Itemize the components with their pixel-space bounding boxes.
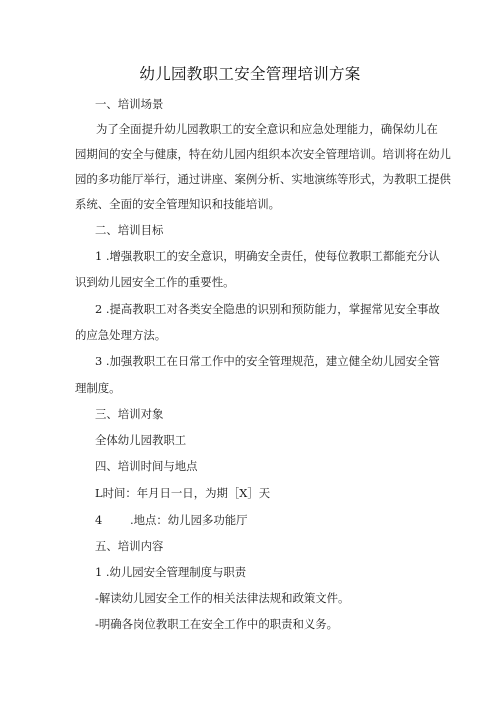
section-heading-training-content: 五、培训内容 xyxy=(95,539,164,553)
list-item-line: 1 .增强教职工的安全意识，明确安全责任，使每位教职工都能充分认 xyxy=(95,249,440,263)
paragraph-line: 全体幼儿园教职工 xyxy=(95,433,187,447)
list-item-line: 理制度。 xyxy=(75,381,121,395)
list-item-number: 4 xyxy=(95,513,103,527)
list-item-line: 3 .加强教职工在日常工作中的安全管理规范，建立健全幼儿园安全管 xyxy=(95,354,440,368)
paragraph-line: 园期间的安全与健康，特在幼儿园内组织本次安全管理培训。培训将在幼儿 xyxy=(75,147,451,161)
section-heading-training-goals: 二、培训目标 xyxy=(95,223,164,237)
document-title: 幼儿园教职工安全管理培训方案 xyxy=(139,65,361,83)
paragraph-line: 系统、全面的安全管理知识和技能培训。 xyxy=(75,197,281,211)
list-item-line: 的应急处理方法。 xyxy=(75,328,167,342)
list-item-line: L时间：年月日一日，为期［X］天 xyxy=(95,486,271,500)
list-item-line: 2 .提高教职工对各类安全隐患的识别和预防能力，掌握常见安全事故 xyxy=(95,302,440,316)
list-item-line: 1 .幼儿园安全管理制度与职责 xyxy=(95,565,247,579)
section-heading-training-scene: 一、培训场景 xyxy=(95,97,164,111)
section-heading-time-place: 四、培训时间与地点 xyxy=(95,459,198,473)
list-item-line: 识到幼儿园安全工作的重要性。 xyxy=(75,275,235,289)
paragraph-line: 为了全面提升幼儿园教职工的安全意识和应急处理能力，确保幼儿在 xyxy=(96,122,438,136)
section-heading-training-audience: 三、培训对象 xyxy=(95,407,164,421)
paragraph-line: 园的多功能厅举行，通过讲座、案例分析、实地演练等形式，为教职工提供 xyxy=(75,172,451,186)
list-item-line: .地点：幼儿园多功能厅 xyxy=(130,513,248,527)
sub-list-item-line: -解读幼儿园安全工作的相关法律法规和政策文件。 xyxy=(95,591,350,605)
sub-list-item-line: -明确各岗位教职工在安全工作中的职责和义务。 xyxy=(95,617,339,631)
